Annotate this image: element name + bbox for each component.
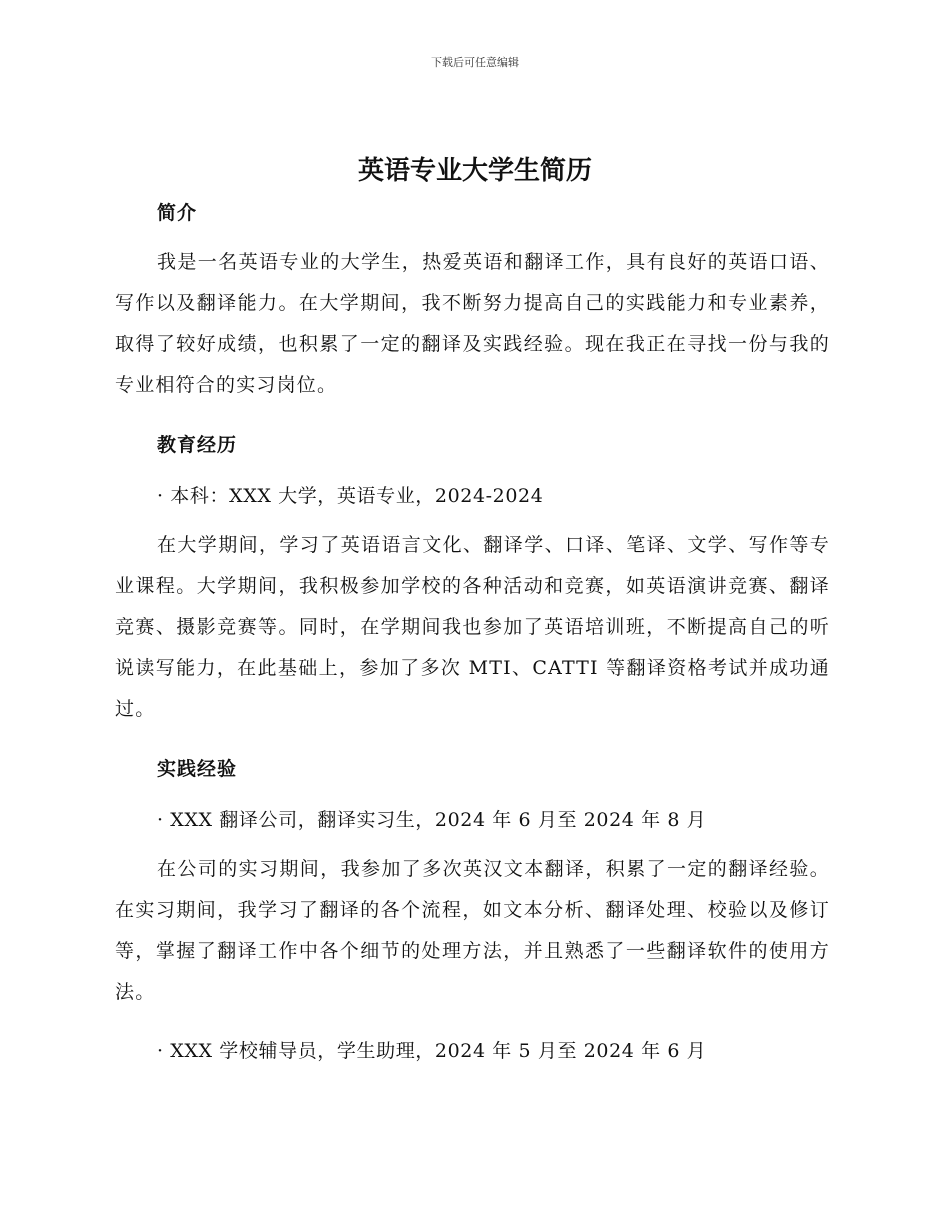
section-heading-intro: 简介 xyxy=(157,202,198,224)
practice-paragraph-translation: 在公司的实习期间，我参加了多次英汉文本翻译，积累了一定的翻译经验。在实习期间，我学习了翻译的各个流程，如文本分析、翻译处理、校验以及修订等，掌握了翻译工作中各个细节的处理方法，并且熟悉了一些翻译软件的使用方法。 xyxy=(115,858,830,1003)
intro-paragraph: 我是一名英语专业的大学生，热爱英语和翻译工作，具有良好的英语口语、写作以及翻译能力。在大学期间，我不断努力提高自己的实践能力和专业素养，取得了较好成绩，也积累了一定的翻译及实践经验。现在我正在寻找一份与我的专业相符合的实习岗位。 xyxy=(115,251,830,396)
section-heading-education: 教育经历 xyxy=(157,434,238,456)
header-note: 下载后可任意编辑 xyxy=(431,56,519,69)
section-heading-practice: 实践经验 xyxy=(157,758,238,780)
practice-entry-assistant: · XXX 学校辅导员，学生助理，2024 年 5 月至 2024 年 6 月 xyxy=(157,1040,707,1062)
education-paragraph: 在大学期间，学习了英语语言文化、翻译学、口译、笔译、文学、写作等专业课程。大学期间，我积极参加学校的各种活动和竞赛，如英语演讲竞赛、翻译竞赛、摄影竞赛等。同时，在学期间我也参加了英语培训班，不断提高自己的听说读写能力，在此基础上，参加了多次 MTI、CATTI 等翻译资格考试并成功通过。 xyxy=(115,534,830,720)
education-entry: · 本科：XXX 大学，英语专业，2024-2024 xyxy=(157,485,544,507)
practice-entry-translation: · XXX 翻译公司，翻译实习生，2024 年 6 月至 2024 年 8 月 xyxy=(157,809,707,831)
document-title: 英语专业大学生简历 xyxy=(357,156,592,186)
